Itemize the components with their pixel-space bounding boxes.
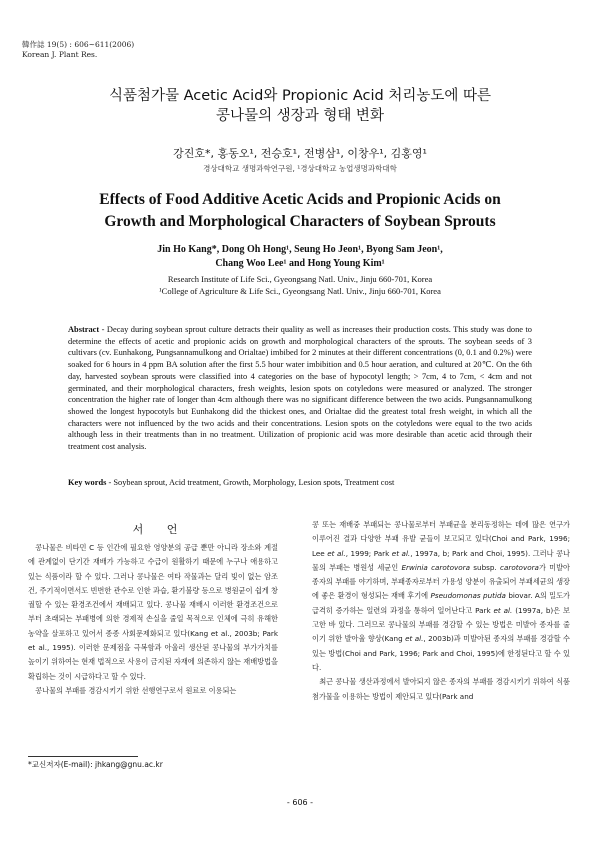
species-name: carotovora — [500, 562, 539, 572]
english-title-line2: Growth and Morphological Characters of Soybean Sprouts — [104, 213, 496, 230]
text-italic: et al. — [405, 634, 424, 644]
journal-citation: 韓作誌 19(5) : 606~611(2006) — [22, 40, 135, 49]
corresponding-author-footnote: *교신저자(E-mail): jhkang@gnu.ac.kr — [28, 760, 163, 769]
intro-paragraph-1: 콩나물은 비타민 C 등 인간에 필요한 영양분의 공급 뿐만 아니라 장소와 계절에 관계없이 단기간 재배가 가능하고 수급이 원활하기 때문에 누구나 애용하고 있는 식품이라 할 수 있다. 그러나 콩나물은 여타 작물과는 달리 빛이 없는 암조건, 주기적이면서도 빈번한 관수로 인한 과습, 환기불량 등으로 병원균이 쉽게 창궐할 수 있는 환경조건에서 재배되고 있다. 콩나물 재배시 이러한 환경조건으로부터 초래되는 부패병에 의한 경제적 손실을 줄일 목적으로 인체에 극히 유해한 농약을 살포하고 있어서 종종 사회문제화되고 있다(Kang et al., 2003b; Park et al., 1995). 이러한 문제점을 극복함과 아울러 생산된 콩나물의 부가가치를 높이기 위하여는 현재 법적으로 사용이 금지된 자재에 의존하지 않는 재배방법을 확립하는 것이 시급하다고 할 수 있다. — [28, 543, 278, 681]
keywords-label: Key words — [68, 478, 107, 487]
species-name: Pseudomonas putida — [430, 591, 506, 601]
english-authors — [0, 243, 600, 271]
korean-title-line2: 콩나물의 생장과 형태 변화 — [216, 108, 384, 124]
abstract-text: - Decay during soybean sprout culture detracts their quality as well as increases their production costs. This study was done to determine the effects of acetic and propionic acids on growth and morphological characters of the sprouts. The soybean seeds of 3 cultivars (cv. Eunhakong, Pungsannamulkong and Orialtae) imbibed for 2 minutes at their different concentrations (0, 0.1 and 0.2%) were soaked for 6 hours in 4 ppm BA solution after the first 5.5 hour water imbibition and 0.5 hour aeration, and cultured at 20℃. On the 6th day, harvested soybean sprouts were classified into 4 categories on the base of hypocotyl length; > 7cm, 4 to 7cm, < 4cm and not germinated, and their morphological characters, fresh weights, lesion spots on cotyledons were measured or analyzed. The stronger concentration the higher rate of longer than 4cm although there was no significant difference between the two acids. Pungsannamulkong showed the longest hypocotyls but Eunhakong did the thickest ones, and Orialtae did the greatest total fresh weight, in which all the characters were not influenced by the two acids and their concentrations. Lesion spots on the cotyledons were equal to the two acids although less in their treatments than in no treatment. Utilization of propionic acid was more desirable than acetic acid through their treatment cost analysis. — [68, 325, 532, 452]
text-run: , 2003b)과 미발아된 종자의 부패를 경감할 수 있는 방법(Choi and Park, 1996; Park and Choi, 1995)에 한정된다고 할 수 있다. — [312, 634, 570, 672]
text-run: , 1997a, b; Park and Choi, 1995). 그러나 콩나물의 부패는 병원성 세균인 — [312, 548, 571, 572]
korean-title-line1: 식품첨가물 Acetic Acid와 Propionic Acid 처리농도에 따른 — [108, 88, 492, 104]
english-title-line1: Effects of Food Additive Acetic Acids and Propionic Acids on — [99, 191, 501, 208]
english-affiliation — [0, 273, 600, 297]
page-number: - 606 - — [286, 798, 314, 807]
text-run: (1997a, b)은 보고한 바 있다. 그러므로 콩나물의 부패를 경감할 수 있는 방법은 미발아 종자를 줄이기 위한 발아율 향상(Kang — [312, 605, 570, 644]
journal-info — [22, 40, 134, 60]
body-column-right — [312, 518, 570, 704]
intro-paragraph-4: 최근 콩나물 생산과정에서 발아되지 않은 종자의 부패를 경감시키기 위하여 식품첨가물을 이용하는 방법이 제안되고 있다(Park and — [312, 677, 570, 701]
english-title — [0, 189, 600, 233]
intro-paragraph-2: 콩나물의 부패를 경감시키기 위한 선행연구로서 원료로 이용되는 — [35, 685, 237, 695]
keywords-text: - Soybean sprout, Acid treatment, Growth, Morphology, Lesion spots, Treatment cost — [106, 478, 395, 487]
korean-authors: 강진호*, 홍동오¹, 전승호¹, 전병삼¹, 이창우¹, 김홍영¹ — [173, 147, 427, 160]
abstract — [68, 324, 532, 453]
english-authors-line2: Chang Woo Lee¹ and Hong Young Kim¹ — [215, 258, 385, 269]
korean-title — [0, 86, 600, 126]
text-run: , 1999; Park — [345, 548, 392, 558]
text-run: 가 미발아 종자의 부패를 야기하며, 부패종자로부터 가용성 양분이 유출되어 부패세균의 생장에 좋은 환경이 형성되는 재배 후기에 — [312, 562, 570, 601]
body-column-left — [28, 541, 278, 698]
text-italic: et al. — [493, 605, 513, 615]
text-italic: et al. — [327, 548, 346, 558]
korean-affiliation: 경상대학교 생명과학연구원, ¹경상대학교 농업생명과학대학 — [203, 164, 397, 173]
text-run: subsp. — [470, 562, 501, 572]
footnote-divider — [28, 756, 138, 757]
species-name: Erwinia carotovora — [401, 562, 471, 572]
intro-paragraph-3 — [312, 518, 570, 675]
text-run: 콩 또는 재배중 부패되는 콩나물로부터 부패균을 분리동정하는 데에 많은 연구가 이루어진 결과 다양한 부패 유발 균들이 보고되고 있다(Choi and Park, 1996; Lee — [312, 520, 570, 558]
english-affiliation-line2: ¹College of Agriculture & Life Sci., Gyeongsang Natl. Univ., Jinju 660-701, Korea — [159, 286, 441, 296]
keywords — [68, 477, 532, 489]
english-authors-line1: Jin Ho Kang*, Dong Oh Hong¹, Seung Ho Jeon¹, Byong Sam Jeon¹, — [157, 244, 443, 255]
english-affiliation-line1: Research Institute of Life Sci., Gyeongsang Natl. Univ., Jinju 660-701, Korea — [167, 274, 433, 284]
journal-name: Korean J. Plant Res. — [22, 50, 98, 59]
text-run: biovar. A의 밀도가 급격히 증가하는 일련의 과정을 통하여 일어난다고 Park — [312, 591, 570, 615]
section-heading-introduction: 서 언 — [132, 523, 188, 536]
text-italic: et al. — [391, 548, 411, 558]
abstract-label: Abstract — [68, 325, 100, 334]
